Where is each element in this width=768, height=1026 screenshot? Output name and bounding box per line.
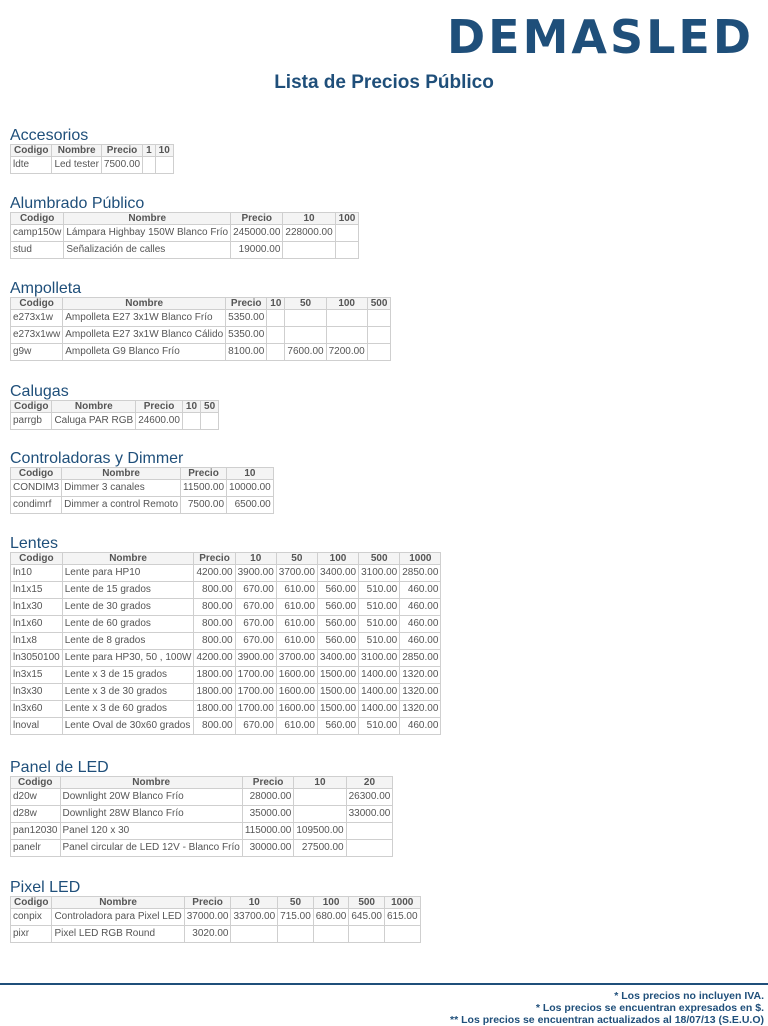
cell-price: 3700.00 xyxy=(276,565,317,582)
cell-price: 3700.00 xyxy=(276,650,317,667)
cell-price xyxy=(335,242,359,259)
cell-name: Ampolleta E27 3x1W Blanco Frío xyxy=(63,310,226,327)
cell-price: 670.00 xyxy=(235,633,276,650)
column-header: Precio xyxy=(101,145,142,157)
column-header: Precio xyxy=(242,777,294,789)
cell-price: 610.00 xyxy=(276,718,317,735)
column-header: Nombre xyxy=(52,145,101,157)
cell-price xyxy=(367,327,391,344)
cell-price: 1320.00 xyxy=(400,667,441,684)
column-header: Codigo xyxy=(11,897,52,909)
column-header: Precio xyxy=(181,468,227,480)
cell-price: 28000.00 xyxy=(242,789,294,806)
cell-price: 1400.00 xyxy=(359,667,400,684)
column-header: Precio xyxy=(194,553,235,565)
cell-code: pan12030 xyxy=(11,823,61,840)
cell-name: Led tester xyxy=(52,157,101,174)
cell-price xyxy=(285,310,326,327)
cell-price xyxy=(367,310,391,327)
cell-price: 3400.00 xyxy=(317,565,358,582)
footer-divider xyxy=(0,983,768,985)
cell-price: 37000.00 xyxy=(184,909,231,926)
table-row xyxy=(11,327,391,344)
column-header: 10 xyxy=(235,553,276,565)
footer-note-currency: * Los precios se encuentran expresados en $. xyxy=(535,1002,764,1014)
table-row xyxy=(11,633,441,650)
table-header-row xyxy=(11,553,441,565)
cell-price: 510.00 xyxy=(359,582,400,599)
cell-code: ln1x15 xyxy=(11,582,63,599)
cell-name: Señalización de calles xyxy=(64,242,231,259)
cell-price xyxy=(267,310,285,327)
cell-price: 1400.00 xyxy=(359,701,400,718)
table-row xyxy=(11,480,274,497)
price-table xyxy=(10,552,441,735)
column-header: Codigo xyxy=(11,401,52,413)
cell-price: 510.00 xyxy=(359,633,400,650)
column-header: Codigo xyxy=(11,468,62,480)
table-row xyxy=(11,157,174,174)
cell-price: 27500.00 xyxy=(294,840,346,857)
table-header-row xyxy=(11,777,393,789)
cell-price: 460.00 xyxy=(400,599,441,616)
cell-price xyxy=(267,327,285,344)
cell-name: Lente para HP10 xyxy=(62,565,194,582)
cell-name: Lámpara Highbay 150W Blanco Frío xyxy=(64,225,231,242)
column-header: Codigo xyxy=(11,777,61,789)
cell-name: Downlight 28W Blanco Frío xyxy=(60,806,242,823)
cell-price: 2850.00 xyxy=(400,650,441,667)
cell-code: ln3x60 xyxy=(11,701,63,718)
table-row xyxy=(11,344,391,361)
table-row xyxy=(11,806,393,823)
cell-price xyxy=(294,789,346,806)
cell-price xyxy=(155,157,173,174)
cell-price: 5350.00 xyxy=(226,327,267,344)
table-row xyxy=(11,684,441,701)
cell-price: 1600.00 xyxy=(276,684,317,701)
column-header: Nombre xyxy=(63,298,226,310)
cell-price: 4200.00 xyxy=(194,650,235,667)
cell-price: 1320.00 xyxy=(400,701,441,718)
column-header: Nombre xyxy=(64,213,231,225)
table-row xyxy=(11,599,441,616)
table-header-row xyxy=(11,298,391,310)
table-row xyxy=(11,650,441,667)
cell-code: stud xyxy=(11,242,64,259)
table-header-row xyxy=(11,401,219,413)
cell-price: 30000.00 xyxy=(242,840,294,857)
cell-price: 33000.00 xyxy=(346,806,393,823)
column-header: Precio xyxy=(136,401,183,413)
column-header: Nombre xyxy=(60,777,242,789)
cell-price: 24600.00 xyxy=(136,413,183,430)
cell-price: 610.00 xyxy=(276,582,317,599)
cell-code: conpix xyxy=(11,909,52,926)
price-table xyxy=(10,467,274,514)
cell-price xyxy=(346,823,393,840)
table-row xyxy=(11,616,441,633)
cell-price xyxy=(182,413,200,430)
cell-price: 33700.00 xyxy=(231,909,278,926)
cell-code: g9w xyxy=(11,344,63,361)
cell-price: 5350.00 xyxy=(226,310,267,327)
table-row xyxy=(11,789,393,806)
column-header: 1 xyxy=(143,145,156,157)
cell-price: 4200.00 xyxy=(194,565,235,582)
section-title: Ampolleta xyxy=(10,280,82,297)
price-table xyxy=(10,896,421,943)
table-row xyxy=(11,582,441,599)
footer-notes xyxy=(450,990,764,1026)
cell-code: ln1x8 xyxy=(11,633,63,650)
price-table xyxy=(10,212,359,259)
cell-price: 510.00 xyxy=(359,718,400,735)
cell-price: 10000.00 xyxy=(227,480,274,497)
company-logo: DEMASLED xyxy=(446,10,754,64)
cell-code: condimrf xyxy=(11,497,62,514)
cell-price: 7500.00 xyxy=(181,497,227,514)
column-header: Codigo xyxy=(11,145,52,157)
column-header: Codigo xyxy=(11,213,64,225)
column-header: Codigo xyxy=(11,298,63,310)
section-accesorios xyxy=(10,127,174,174)
cell-price: 1700.00 xyxy=(235,684,276,701)
section-pixel-led xyxy=(10,879,421,943)
cell-price: 3100.00 xyxy=(359,650,400,667)
cell-price: 510.00 xyxy=(359,616,400,633)
column-header: 100 xyxy=(335,213,359,225)
column-header: Nombre xyxy=(52,401,136,413)
column-header: Codigo xyxy=(11,553,63,565)
cell-price xyxy=(294,806,346,823)
cell-name: Lente de 8 grados xyxy=(62,633,194,650)
cell-price: 715.00 xyxy=(278,909,314,926)
table-row xyxy=(11,701,441,718)
cell-code: ln1x60 xyxy=(11,616,63,633)
cell-price: 460.00 xyxy=(400,718,441,735)
section-alumbrado-p-blico xyxy=(10,195,359,259)
cell-price: 610.00 xyxy=(276,599,317,616)
column-header: Precio xyxy=(184,897,231,909)
section-lentes xyxy=(10,535,441,735)
cell-name: Caluga PAR RGB xyxy=(52,413,136,430)
cell-price: 510.00 xyxy=(359,599,400,616)
cell-price: 1320.00 xyxy=(400,684,441,701)
cell-price: 460.00 xyxy=(400,582,441,599)
cell-price: 560.00 xyxy=(317,616,358,633)
section-title: Calugas xyxy=(10,383,69,400)
column-header: 100 xyxy=(313,897,349,909)
cell-name: Lente x 3 de 60 grados xyxy=(62,701,194,718)
cell-price: 7600.00 xyxy=(285,344,326,361)
cell-name: Dimmer a control Remoto xyxy=(62,497,181,514)
cell-code: ldte xyxy=(11,157,52,174)
cell-price: 800.00 xyxy=(194,616,235,633)
cell-price: 3100.00 xyxy=(359,565,400,582)
column-header: Nombre xyxy=(62,553,194,565)
cell-price: 1500.00 xyxy=(317,667,358,684)
cell-name: Controladora para Pixel LED xyxy=(52,909,184,926)
cell-price: 670.00 xyxy=(235,582,276,599)
price-table xyxy=(10,400,219,430)
section-title: Controladoras y Dimmer xyxy=(10,450,184,467)
table-header-row xyxy=(11,213,359,225)
column-header: 500 xyxy=(367,298,391,310)
cell-price: 115000.00 xyxy=(242,823,294,840)
cell-price: 109500.00 xyxy=(294,823,346,840)
table-header-row xyxy=(11,468,274,480)
column-header: 10 xyxy=(182,401,200,413)
cell-code: e273x1w xyxy=(11,310,63,327)
cell-code: ln3x30 xyxy=(11,684,63,701)
cell-name: Lente x 3 de 15 grados xyxy=(62,667,194,684)
table-row xyxy=(11,909,421,926)
cell-code: camp150w xyxy=(11,225,64,242)
column-header: 10 xyxy=(267,298,285,310)
cell-price: 460.00 xyxy=(400,616,441,633)
cell-name: Ampolleta G9 Blanco Frío xyxy=(63,344,226,361)
cell-price: 35000.00 xyxy=(242,806,294,823)
column-header: Precio xyxy=(231,213,283,225)
cell-price: 1700.00 xyxy=(235,667,276,684)
cell-price: 228000.00 xyxy=(283,225,335,242)
cell-price: 560.00 xyxy=(317,633,358,650)
cell-price: 460.00 xyxy=(400,633,441,650)
cell-name: Lente de 15 grados xyxy=(62,582,194,599)
cell-code: ln1x30 xyxy=(11,599,63,616)
cell-price: 2850.00 xyxy=(400,565,441,582)
cell-price: 615.00 xyxy=(384,909,420,926)
cell-price xyxy=(285,327,326,344)
table-row xyxy=(11,310,391,327)
price-table xyxy=(10,144,174,174)
cell-price: 670.00 xyxy=(235,599,276,616)
cell-code: panelr xyxy=(11,840,61,857)
cell-price: 1600.00 xyxy=(276,667,317,684)
cell-code: ln10 xyxy=(11,565,63,582)
cell-price: 560.00 xyxy=(317,582,358,599)
cell-name: Lente de 30 grados xyxy=(62,599,194,616)
column-header: 50 xyxy=(278,897,314,909)
table-row xyxy=(11,667,441,684)
cell-name: Panel 120 x 30 xyxy=(60,823,242,840)
cell-price: 1800.00 xyxy=(194,667,235,684)
section-ampolleta xyxy=(10,280,391,361)
page-title: Lista de Precios Público xyxy=(274,72,494,93)
footer-note-updated: ** Los precios se encuentran actualizados al 18/07/13 (S.E.U.O) xyxy=(450,1014,764,1026)
cell-price: 800.00 xyxy=(194,582,235,599)
section-controladoras-y-dimmer xyxy=(10,450,274,514)
section-title: Accesorios xyxy=(10,127,89,144)
table-header-row xyxy=(11,897,421,909)
cell-name: Lente Oval de 30x60 grados xyxy=(62,718,194,735)
cell-code: ln3050100 xyxy=(11,650,63,667)
cell-price: 1500.00 xyxy=(317,684,358,701)
table-row xyxy=(11,497,274,514)
cell-price: 1800.00 xyxy=(194,684,235,701)
column-header: 50 xyxy=(201,401,219,413)
section-panel-de-led xyxy=(10,759,393,857)
section-title: Lentes xyxy=(10,535,59,552)
cell-price: 7500.00 xyxy=(101,157,142,174)
cell-price xyxy=(335,225,359,242)
cell-name: Panel circular de LED 12V - Blanco Frío xyxy=(60,840,242,857)
column-header: 50 xyxy=(276,553,317,565)
table-row xyxy=(11,926,421,943)
column-header: 500 xyxy=(359,553,400,565)
column-header: 10 xyxy=(283,213,335,225)
cell-price: 800.00 xyxy=(194,633,235,650)
column-header: 10 xyxy=(231,897,278,909)
cell-price: 3400.00 xyxy=(317,650,358,667)
table-row xyxy=(11,413,219,430)
cell-price xyxy=(201,413,219,430)
cell-price xyxy=(384,926,420,943)
cell-code: e273x1ww xyxy=(11,327,63,344)
cell-price: 800.00 xyxy=(194,599,235,616)
cell-price: 19000.00 xyxy=(231,242,283,259)
cell-code: parrgb xyxy=(11,413,52,430)
cell-price xyxy=(367,344,391,361)
table-row xyxy=(11,242,359,259)
cell-price: 3900.00 xyxy=(235,565,276,582)
cell-code: lnoval xyxy=(11,718,63,735)
table-row xyxy=(11,823,393,840)
table-header-row xyxy=(11,145,174,157)
cell-price xyxy=(326,310,367,327)
cell-price: 7200.00 xyxy=(326,344,367,361)
cell-price: 645.00 xyxy=(349,909,385,926)
cell-price: 1500.00 xyxy=(317,701,358,718)
column-header: Precio xyxy=(226,298,267,310)
cell-price xyxy=(267,344,285,361)
cell-price: 560.00 xyxy=(317,599,358,616)
cell-code: d20w xyxy=(11,789,61,806)
column-header: 50 xyxy=(285,298,326,310)
cell-code: pixr xyxy=(11,926,52,943)
cell-price: 11500.00 xyxy=(181,480,227,497)
cell-price: 610.00 xyxy=(276,633,317,650)
table-row xyxy=(11,225,359,242)
column-header: 100 xyxy=(317,553,358,565)
cell-price: 680.00 xyxy=(313,909,349,926)
cell-price: 26300.00 xyxy=(346,789,393,806)
price-table xyxy=(10,776,393,857)
cell-name: Lente de 60 grados xyxy=(62,616,194,633)
cell-price: 6500.00 xyxy=(227,497,274,514)
column-header: 1000 xyxy=(384,897,420,909)
column-header: 500 xyxy=(349,897,385,909)
cell-price xyxy=(278,926,314,943)
price-table xyxy=(10,297,391,361)
cell-name: Ampolleta E27 3x1W Blanco Cálido xyxy=(63,327,226,344)
cell-price: 800.00 xyxy=(194,718,235,735)
section-title: Pixel LED xyxy=(10,879,81,896)
cell-price xyxy=(313,926,349,943)
cell-price: 8100.00 xyxy=(226,344,267,361)
cell-price: 1700.00 xyxy=(235,701,276,718)
cell-price: 670.00 xyxy=(235,616,276,633)
section-title: Alumbrado Público xyxy=(10,195,145,212)
cell-price xyxy=(231,926,278,943)
section-calugas xyxy=(10,383,219,430)
cell-price: 1800.00 xyxy=(194,701,235,718)
column-header: 100 xyxy=(326,298,367,310)
cell-price xyxy=(349,926,385,943)
cell-price: 3900.00 xyxy=(235,650,276,667)
cell-price xyxy=(326,327,367,344)
cell-code: CONDIM3 xyxy=(11,480,62,497)
column-header: 10 xyxy=(155,145,173,157)
cell-price xyxy=(283,242,335,259)
column-header: 10 xyxy=(294,777,346,789)
cell-price xyxy=(143,157,156,174)
cell-name: Dimmer 3 canales xyxy=(62,480,181,497)
cell-code: ln3x15 xyxy=(11,667,63,684)
cell-name: Lente x 3 de 30 grados xyxy=(62,684,194,701)
footer-note-iva: * Los precios no incluyen IVA. xyxy=(614,990,764,1002)
cell-price: 1400.00 xyxy=(359,684,400,701)
table-row xyxy=(11,718,441,735)
column-header: 10 xyxy=(227,468,274,480)
cell-price: 245000.00 xyxy=(231,225,283,242)
column-header: 1000 xyxy=(400,553,441,565)
column-header: 20 xyxy=(346,777,393,789)
column-header: Nombre xyxy=(62,468,181,480)
cell-price: 1600.00 xyxy=(276,701,317,718)
cell-price: 3020.00 xyxy=(184,926,231,943)
cell-price xyxy=(346,840,393,857)
cell-name: Downlight 20W Blanco Frío xyxy=(60,789,242,806)
cell-code: d28w xyxy=(11,806,61,823)
cell-name: Pixel LED RGB Round xyxy=(52,926,184,943)
section-title: Panel de LED xyxy=(10,759,109,776)
table-row xyxy=(11,565,441,582)
table-row xyxy=(11,840,393,857)
cell-price: 670.00 xyxy=(235,718,276,735)
cell-price: 610.00 xyxy=(276,616,317,633)
column-header: Nombre xyxy=(52,897,184,909)
cell-name: Lente para HP30, 50 , 100W xyxy=(62,650,194,667)
cell-price: 560.00 xyxy=(317,718,358,735)
